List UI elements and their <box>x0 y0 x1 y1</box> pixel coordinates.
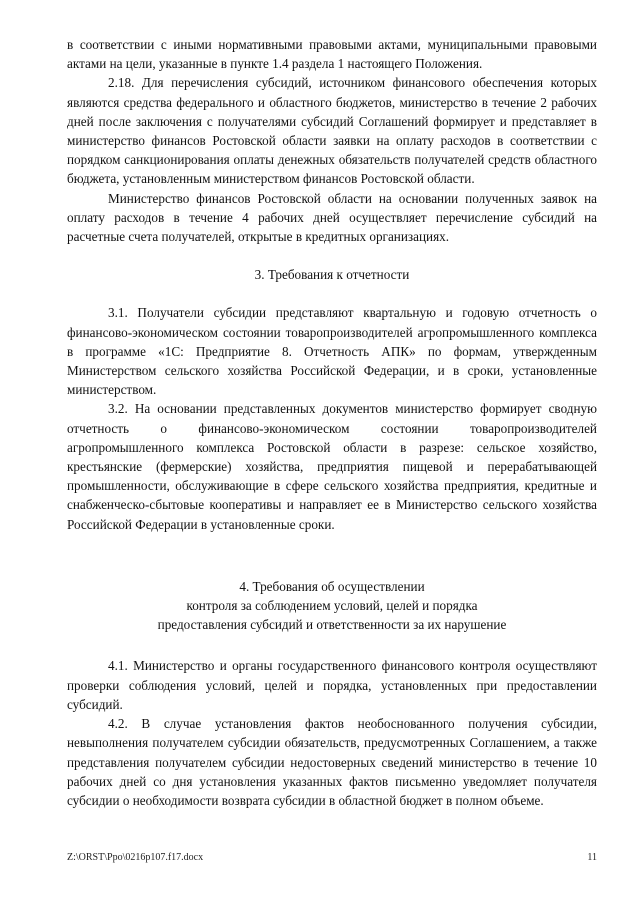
paragraph-2-18: 2.18. Для перечисления субсидий, источником финансового обеспечения которых являются средства федерального и областного бюджетов, министерство в течение 2 рабочих дней после заключения с получателями субсидий Соглашений формирует и представляет в министерство финансов Ростовской области заявки на оплату расходов в соответствии с порядком санкционирования оплаты денежных обязательств получателей средств областного бюджета, установленным министерством финансов Ростовской области. <box>67 75 597 187</box>
spacer <box>67 534 597 577</box>
section-4-heading-line3: предоставления субсидий и ответственности за их нарушение <box>157 617 507 633</box>
section-3-heading: 3. Требования к отчетности <box>254 267 410 283</box>
paragraph-4-1: 4.1. Министерство и органы государственного финансового контроля осуществляют проверки соблюдения условий, целей и порядка, установленных при предоставлении субсидий. <box>67 658 597 712</box>
spacer <box>67 246 597 265</box>
paragraph-continuation: в соответствии с иными нормативными правовыми актами, муниципальными правовыми актами на цели, указанные в пункте 1.4 раздела 1 настоящего Положения. <box>67 37 597 72</box>
paragraph-4-2: 4.2. В случае установления фактов необоснованного получения субсидии, невыполнения получателем субсидии обязательств, предусмотренных Соглашением, а также представления получателем субсидии недостоверных сведений министерство в течение 10 рабочих дней со дня установления указанных фактов письменно уведомляет получателя субсидии о необходимости возврата субсидии в областной бюджет в полном объеме. <box>67 716 597 808</box>
section-4-heading-line1: 4. Требования об осуществлении <box>239 578 425 594</box>
paragraph-minfin: Министерство финансов Ростовской области на основании полученных заявок на оплату расходов в течение 4 рабочих дней осуществляет перечисление субсидий на расчетные счета получателей, открытые в кредитных организациях. <box>67 190 597 245</box>
document-body <box>67 35 597 810</box>
page-number: 11 <box>587 852 597 863</box>
paragraph-3-1: 3.1. Получатели субсидии представляют квартальную и годовую отчетность о финансово-экономическом состоянии товаропроизводителей агропромышленного комплекса в программе «1С: Предприятие 8. Отчетность АПК» по формам, утвержденным Министерством сельского хозяйства Российской Федерации, и в сроки, установленные министерством. <box>67 305 597 398</box>
spacer <box>67 634 597 656</box>
spacer <box>67 284 597 303</box>
section-4-heading-line2: контроля за соблюдением условий, целей и порядка <box>186 598 478 614</box>
file-path: Z:\ORST\Ppo\0216p107.f17.docx <box>67 852 204 863</box>
paragraph-3-2: 3.2. На основании представленных документов министерство формирует сводную отчетность о финансово-экономическом состоянии товаропроизводителей агропромышленного комплекса Ростовской области в разрезе: сельское хозяйство, крестьянские (фермерские) хозяйства, предприятия пищевой и перерабатывающей промышленности, обслуживающие в сфере сельского хозяйства предприятия, кредитные и снабженческо-сбытовые кооперативы и направляет ее в Министерство сельского хозяйства Российской Федерации в установленные сроки. <box>67 401 597 532</box>
